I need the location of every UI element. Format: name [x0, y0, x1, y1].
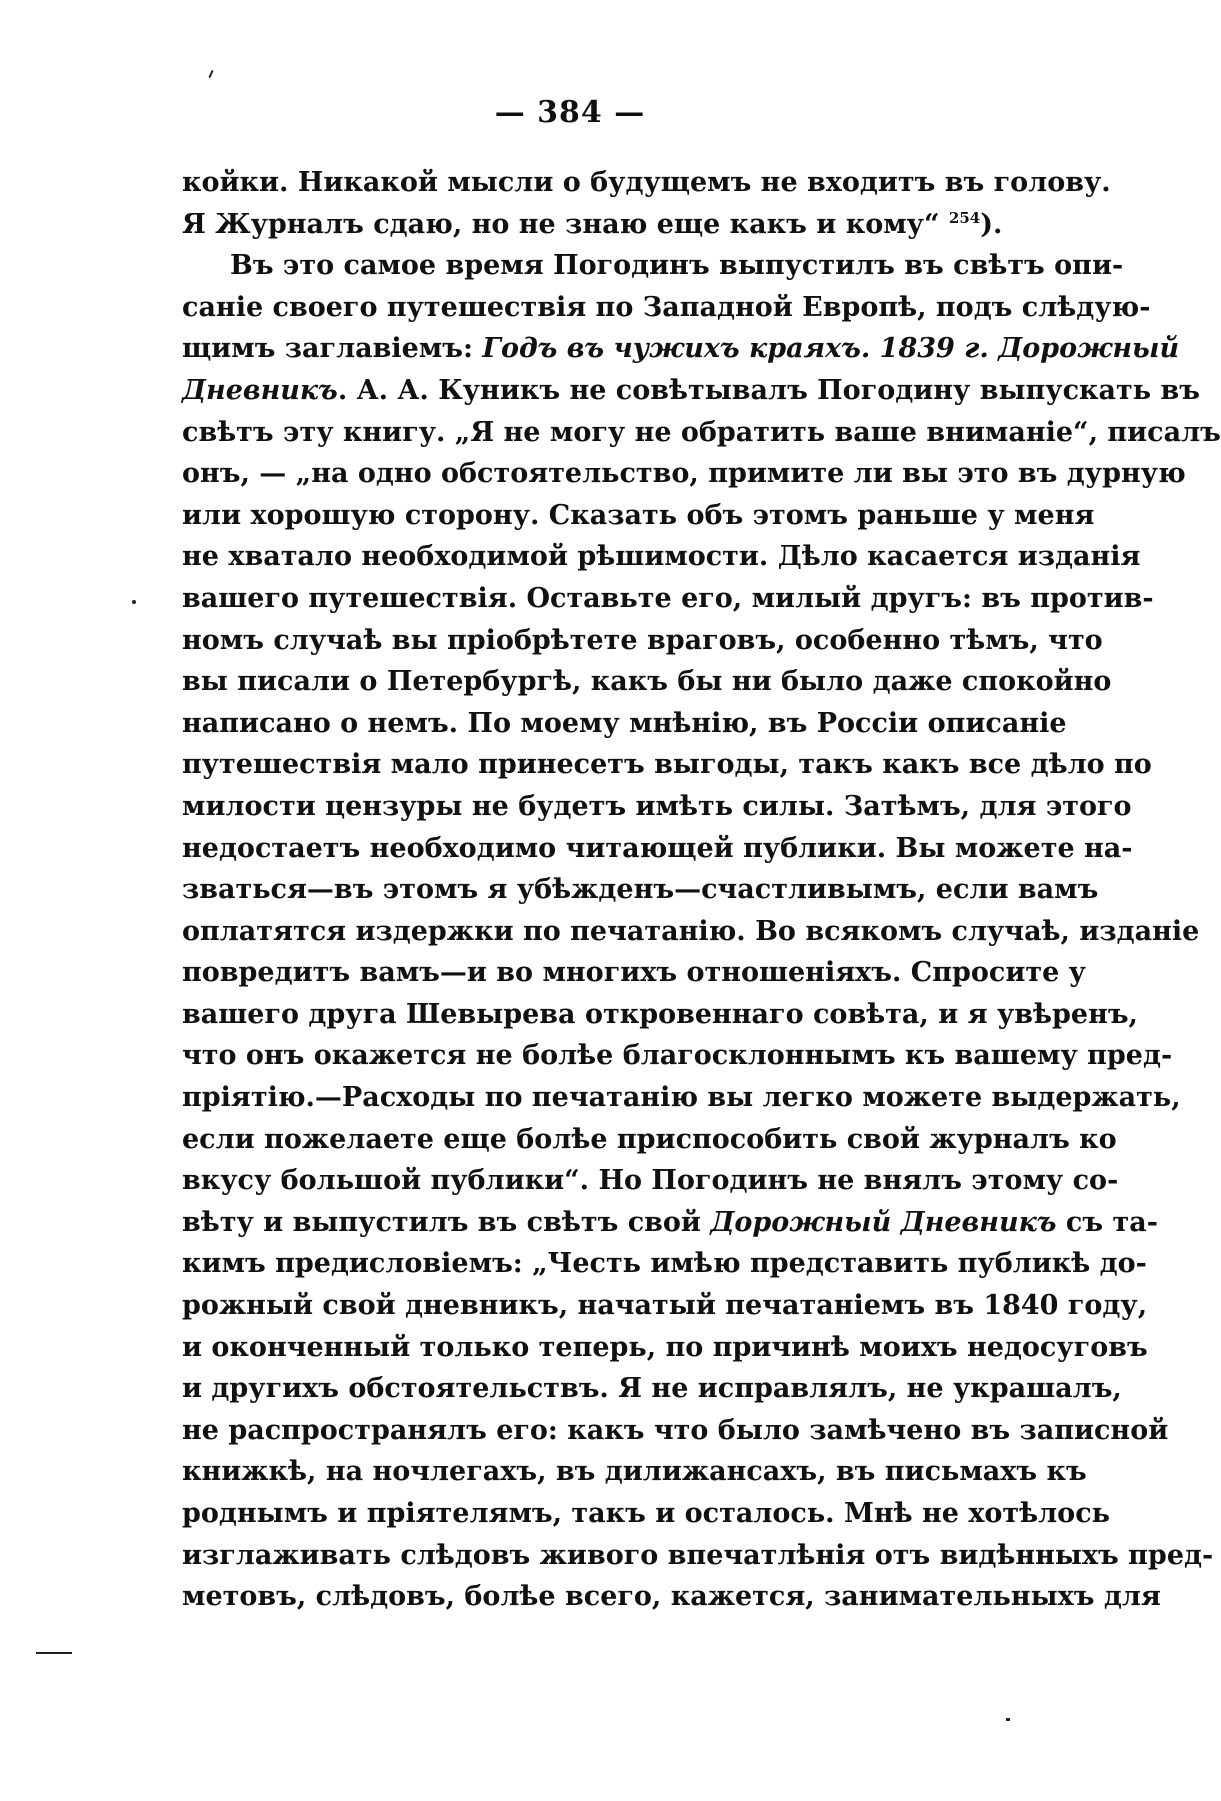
- stray-ink-dash: [36, 1652, 72, 1654]
- text-line: кимъ предисловіемъ: „Честь имѣю представить публикѣ до-: [182, 1248, 1147, 1280]
- text-line: что онъ окажется не болѣе благосклоннымъ къ вашему пред-: [182, 1040, 1173, 1072]
- text-line: изглаживать слѣдовъ живого впечатлѣнія отъ видѣнныхъ пред-: [182, 1539, 1214, 1571]
- text-line: милости цензуры не будетъ имѣть силы. Затѣмъ, для этого: [182, 790, 1132, 822]
- text-line: Я Журналъ сдаю, но не знаю еще какъ и кому“ $^{254}$).: [182, 208, 1003, 240]
- text-line: зваться—въ этомъ я убѣжденъ—счастливымъ, если вамъ: [182, 874, 1099, 906]
- text-line: рожный свой дневникъ, начатый печатаніемъ въ 1840 году,: [182, 1290, 1148, 1322]
- stray-ink-mark: [208, 70, 213, 78]
- text-line: вашего путешествія. Оставьте его, милый другъ: въ против-: [182, 582, 1154, 614]
- page-number: — 384 —: [494, 95, 646, 130]
- text-line: вкусу большой публики“. Но Погодинъ не внялъ этому со-: [182, 1165, 1119, 1197]
- text-line: вы писали о Петербургѣ, какъ бы ни было даже спокойно: [182, 666, 1112, 698]
- text-line: написано о немъ. По моему мнѣнію, въ Россіи описаніе: [182, 707, 1067, 739]
- text-line: вашего друга Шевырева откровеннаго совѣта, и я увѣренъ,: [182, 998, 1138, 1030]
- text-line: если пожелаете еще болѣе приспособить свой журналъ ко: [182, 1123, 1117, 1155]
- stray-ink-dot: [132, 600, 136, 604]
- text-line: повредитъ вамъ—и во многихъ отношеніяхъ. Спросите у: [182, 957, 1086, 989]
- text-line: Дневникъ. А. А. Куникъ не совѣтывалъ Погодину выпускать въ: [182, 374, 1200, 406]
- text-line: и другихъ обстоятельствъ. Я не исправлялъ, не украшалъ,: [182, 1373, 1122, 1405]
- footnote-reference: 254: [948, 208, 981, 227]
- text-line: онъ, — „на одно обстоятельство, примите ли вы это въ дурную: [182, 458, 1186, 490]
- body-text: [182, 162, 1221, 1618]
- text-line: койки. Никакой мысли о будущемъ не входитъ въ голову.: [182, 167, 1111, 198]
- text-line: или хорошую сторону. Сказать объ этомъ раньше у меня: [182, 499, 1095, 531]
- text-line: пріятію.—Расходы по печатанію вы легко можете выдержать,: [182, 1082, 1181, 1114]
- text-line: не хватало необходимой рѣшимости. Дѣло касается изданія: [182, 541, 1141, 573]
- text-line: не распространялъ его: какъ что было замѣчено въ записной: [182, 1414, 1169, 1446]
- stray-ink-dot-bottom: [1006, 1718, 1010, 1721]
- text-line: номъ случаѣ вы пріобрѣтете враговъ, особенно тѣмъ, что: [182, 624, 1103, 656]
- text-line: недостаетъ необходимо читающей публики. Вы можете на-: [182, 832, 1133, 864]
- text-line: саніе своего путешествія по Западной Европѣ, подъ слѣдую-: [182, 291, 1151, 323]
- paragraph-first-line: Въ это самое время Погодинъ выпустилъ въ свѣтъ опи-: [230, 250, 1124, 282]
- book-title-italic: Дневникъ: [182, 374, 338, 406]
- text-line: свѣтъ эту книгу. „Я не могу не обратить ваше вниманіе“, писалъ: [182, 416, 1221, 448]
- book-title-italic: Дорожный Дневникъ: [710, 1206, 1057, 1238]
- text-line: путешествія мало принесетъ выгоды, такъ какъ все дѣло по: [182, 749, 1152, 781]
- text-line: метовъ, слѣдовъ, болѣе всего, кажется, занимательныхъ для: [182, 1581, 1161, 1613]
- text-line: и оконченный только теперь, по причинѣ моихъ недосуговъ: [182, 1331, 1148, 1363]
- text-line: книжкѣ, на ночлегахъ, въ дилижансахъ, въ письмахъ къ: [182, 1456, 1087, 1488]
- book-title-italic: Годъ въ чужихъ краяхъ. 1839 г. Дорожный: [482, 333, 1180, 365]
- text-line: щимъ заглавіемъ: Годъ въ чужихъ краяхъ. 1839 г. Дорожный: [182, 333, 1180, 365]
- text-line: роднымъ и пріятелямъ, такъ и осталось. Мнѣ не хотѣлось: [182, 1498, 1110, 1529]
- text-line: оплатятся издержки по печатанію. Во всякомъ случаѣ, изданіе: [182, 915, 1200, 947]
- text-line: вѣту и выпустилъ въ свѣтъ свой Дорожный Дневникъ съ та-: [182, 1206, 1158, 1238]
